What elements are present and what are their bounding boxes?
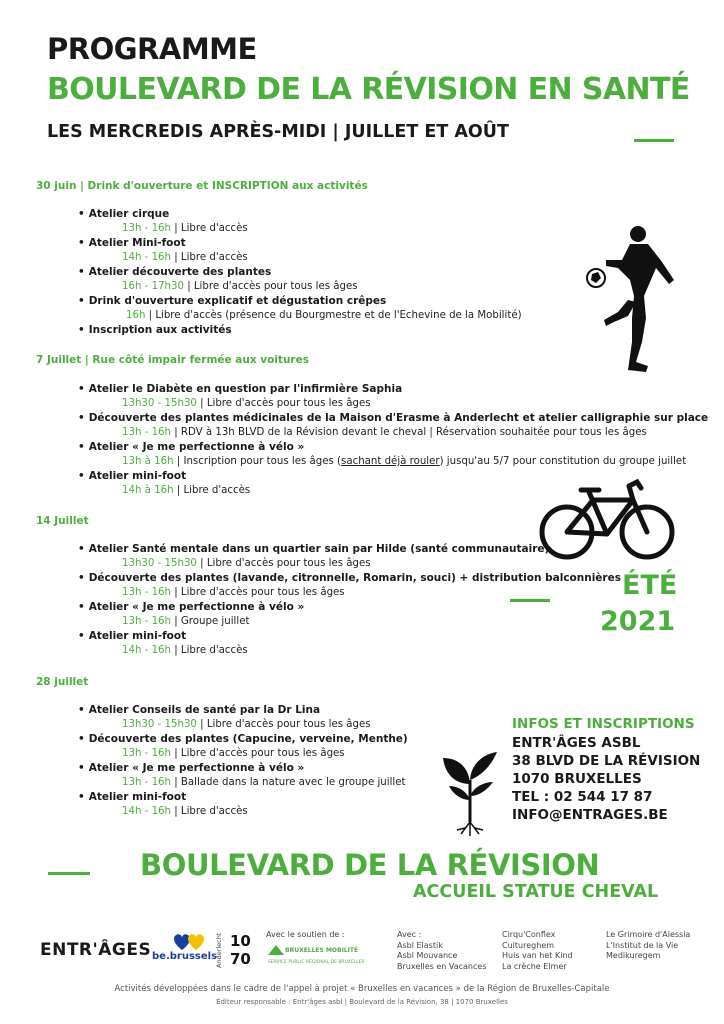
contact-city: 1070 BRUXELLES: [512, 771, 642, 787]
contact-email: INFO@ENTRAGES.BE: [512, 807, 668, 823]
footer-note: Activités développées dans le cadre de l'appel à projet « Bruxelles en vacances » de la Région de Bruxelles-Capitale: [114, 984, 610, 994]
list-item: • Drink d'ouverture explicatif et dégustation crêpes: [78, 295, 386, 307]
list-item: • Découverte des plantes médicinales de la Maison d'Erasme à Anderlecht et atelier calligraphie sur place: [78, 412, 708, 424]
item-detail: 14h - 16h | Libre d'accès: [122, 645, 248, 656]
svg-text:10: 10: [230, 932, 251, 950]
list-item: • Atelier « Je me perfectionne à vélo »: [78, 441, 304, 453]
section-date: 30 juin | Drink d'ouverture et INSCRIPTION aux activités: [36, 180, 368, 192]
contact-address: 38 BLVD DE LA RÉVISION: [512, 753, 701, 769]
season-year: 2021: [600, 606, 676, 637]
list-item: • Atelier cirque: [78, 208, 169, 220]
contact-title: INFOS ET INSCRIPTIONS: [512, 716, 695, 732]
bruxelles-mobilite-icon: [268, 945, 284, 955]
section-date: 7 Juillet | Rue côté impair fermée aux voitures: [36, 354, 309, 366]
item-detail: 14h - 16h | Libre d'accès: [122, 252, 248, 263]
item-detail: 13h30 - 15h30 | Libre d'accès pour tous les âges: [122, 558, 371, 569]
section-date: 28 juillet: [36, 676, 89, 688]
partners-col-3: Le Grimoire d'Alessia L'Institut de la Vie Medikuregem: [606, 930, 691, 960]
item-detail: 13h - 16h | Libre d'accès pour tous les âges: [122, 587, 345, 598]
support-label: Avec le soutien de :: [266, 930, 345, 939]
season-label: ÉTÉ: [622, 570, 678, 601]
bruxelles-mobilite-sub: SERVICE PUBLIC RÉGIONAL DE BRUXELLES: [268, 960, 365, 965]
section-date: 14 Juillet: [36, 515, 89, 527]
list-item: • Découverte des plantes (lavande, citronnelle, Romarin, souci) + distribution balconnières: [78, 572, 621, 584]
header-divider: [634, 139, 674, 142]
be-brussels-logo: be.brussels: [152, 951, 218, 962]
item-detail: 14h - 16h | Libre d'accès: [122, 806, 248, 817]
season-divider-left: [510, 599, 550, 602]
page-subtitle: BOULEVARD DE LA RÉVISION EN SANTÉ: [47, 72, 690, 107]
be-brussels-heart-icon: [172, 932, 208, 952]
bottom-subtitle: ACCUEIL STATUE CHEVAL: [413, 882, 659, 902]
list-item: • Atelier « Je me perfectionne à vélo »: [78, 601, 304, 613]
list-item: • Découverte des plantes (Capucine, verveine, Menthe): [78, 733, 408, 745]
item-detail: 13h - 16h | RDV à 13h BLVD de la Révision devant le cheval | Réservation souhaitée pour tous les âges: [122, 427, 647, 438]
item-detail: 13h à 16h | Inscription pour tous les âges (sachant déjà rouler) jusqu'au 5/7 pour constitution du groupe juillet: [122, 456, 687, 467]
footer-publisher: Éditeur responsable : Entr'âges asbl | Boulevard de la Révision, 38 | 1070 Bruxelles: [216, 998, 508, 1006]
contact-org: ENTR'ÂGES ASBL: [512, 735, 641, 751]
list-item: • Atelier découverte des plantes: [78, 266, 271, 278]
item-detail: 16h - 17h30 | Libre d'accès pour tous les âges: [122, 281, 358, 292]
item-detail: 14h à 16h | Libre d'accès: [122, 485, 251, 496]
item-detail: 13h - 16h | Ballade dans la nature avec le groupe juillet: [122, 777, 406, 788]
list-item: • Atelier mini-foot: [78, 791, 186, 803]
anderlecht-logo-icon: [230, 930, 258, 968]
football-player-icon: [584, 222, 682, 372]
bruxelles-mobilite-label: BRUXELLES MOBILITÉ: [285, 947, 359, 954]
anderlecht-label: Anderlecht: [215, 932, 223, 968]
list-item: • Atelier Mini-foot: [78, 237, 186, 249]
item-detail: 13h30 - 15h30 | Libre d'accès pour tous les âges: [122, 398, 371, 409]
list-item: • Atelier Conseils de santé par la Dr Lina: [78, 704, 320, 716]
bicycle-icon: [537, 478, 677, 562]
bottom-title: BOULEVARD DE LA RÉVISION: [140, 848, 600, 882]
bottom-divider: [48, 872, 90, 875]
list-item: • Atelier « Je me perfectionne à vélo »: [78, 762, 304, 774]
item-detail: 16h | Libre d'accès (présence du Bourgmestre et de l'Echevine de la Mobilité): [126, 310, 522, 321]
item-detail: 13h30 - 15h30 | Libre d'accès pour tous les âges: [122, 719, 371, 730]
item-detail: 13h - 16h | Groupe juillet: [122, 616, 250, 627]
page-title: PROGRAMME: [47, 32, 257, 66]
list-item: • Atelier mini-foot: [78, 630, 186, 642]
partners-col-1: Avec : Asbl Elastik Asbl Mouvance Bruxelles en Vacances: [397, 930, 487, 971]
contact-phone: TEL : 02 544 17 87: [512, 789, 653, 805]
list-item: • Atelier le Diabète en question par l'infirmière Saphia: [78, 383, 402, 395]
partners-col-2: Cirqu'Conflex Cultureghem Huis van het Kind La crèche Elmer: [502, 930, 573, 971]
list-item: • Atelier Santé mentale dans un quartier sain par Hilde (santé communautaire): [78, 543, 549, 555]
item-detail: 13h - 16h | Libre d'accès pour tous les âges: [122, 748, 345, 759]
list-item: • Atelier mini-foot: [78, 470, 186, 482]
entrages-logo: ENTR'ÂGES: [40, 940, 152, 960]
page-tagline: LES MERCREDIS APRÈS-MIDI | JUILLET ET AOÛT: [47, 122, 509, 142]
item-detail: 13h - 16h | Libre d'accès: [122, 223, 248, 234]
list-item: • Inscription aux activités: [78, 324, 232, 336]
svg-text:70: 70: [230, 950, 251, 968]
plant-sprout-icon: [441, 750, 499, 838]
